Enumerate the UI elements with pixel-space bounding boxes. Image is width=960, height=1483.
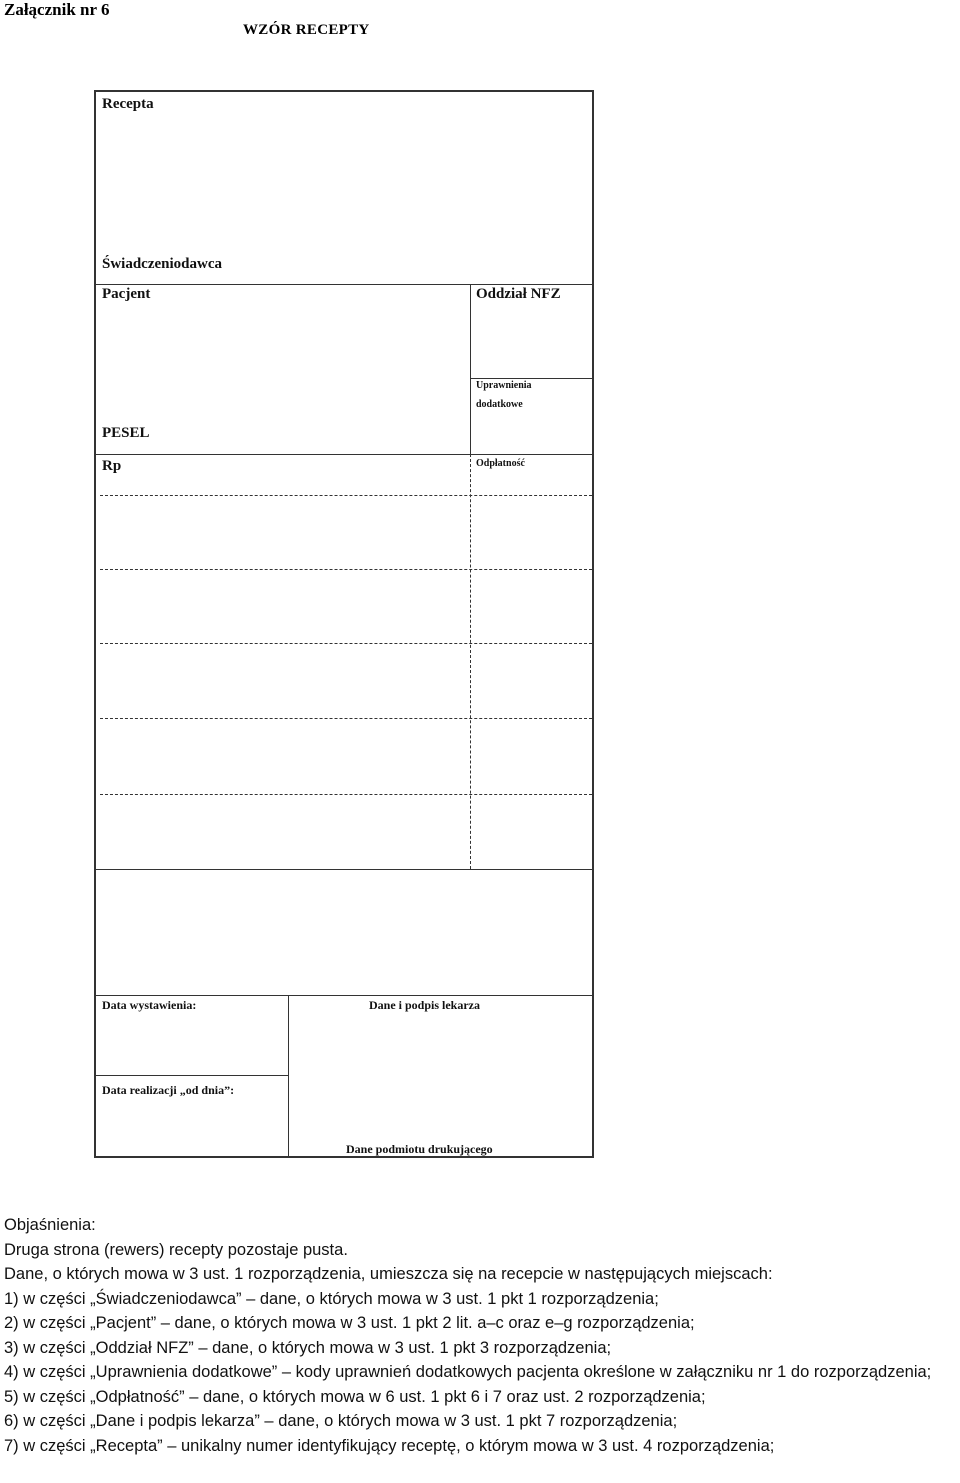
- label-dane-podmiotu: Dane podmiotu drukującego: [346, 1142, 493, 1156]
- separator-patient-nfz: [470, 284, 471, 454]
- separator-provider-patient: [96, 284, 592, 285]
- explanation-line: Dane, o których mowa w 3 ust. 1 rozporządzenia, umieszcza się na recepcie w następujących miejscach:: [4, 1265, 773, 1283]
- rp-dashed-line: [100, 794, 592, 795]
- label-data-realizacji: Data realizacji „od dnia”:: [102, 1083, 235, 1097]
- separator-right-column-bottom: [470, 869, 592, 870]
- explanations-title: Objaśnienia:: [4, 1216, 96, 1234]
- rp-dashed-line: [100, 495, 592, 496]
- form-title: WZÓR RECEPTY: [243, 22, 370, 38]
- label-uprawnienia-1: Uprawnienia: [476, 380, 532, 391]
- explanation-line: 5) w części „Odpłatność” – dane, o których mowa w 6 ust. 1 pkt 6 i 7 oraz ust. 2 rozporządzenia;: [4, 1387, 706, 1406]
- dashed-separator-rp-column: [470, 454, 471, 869]
- prescription-form: [94, 90, 594, 1158]
- rp-dashed-line: [100, 569, 592, 570]
- label-pacjent: Pacjent: [102, 286, 151, 302]
- label-dane-podpis-lekarza: Dane i podpis lekarza: [369, 998, 481, 1012]
- rp-dashed-line: [100, 718, 592, 719]
- explanation-line: 2) w części „Pacjent” – dane, o których mowa w 3 ust. 1 pkt 2 lit. a–c oraz e–g rozporządzenia;: [4, 1314, 695, 1332]
- rp-dashed-line: [100, 643, 592, 644]
- label-recepta: Recepta: [102, 96, 154, 112]
- separator-footer-top: [96, 995, 592, 996]
- explanation-line: 7) w części „Recepta” – unikalny numer identyfikujący receptę, o którym mowa w 3 ust. 4 rozporządzenia;: [4, 1436, 775, 1455]
- label-oddzial-nfz: Oddział NFZ: [476, 286, 561, 302]
- separator-date-signature: [288, 995, 289, 1158]
- explanation-line: 3) w części „Oddział NFZ” – dane, o których mowa w 3 ust. 1 pkt 3 rozporządzenia;: [4, 1338, 612, 1357]
- label-odplatnosc: Odpłatność: [476, 458, 525, 469]
- label-swiadczeniodawca: Świadczeniodawca: [102, 256, 222, 272]
- label-uprawnienia-2: dodatkowe: [476, 399, 523, 410]
- explanation-line: 6) w części „Dane i podpis lekarza” – dane, o których mowa w 3 ust. 1 pkt 7 rozporządzenia;: [4, 1412, 678, 1430]
- explanation-line: 4) w części „Uprawnienia dodatkowe” – kody uprawnień dodatkowych pacjenta określone w załączniku nr 1 do rozporządzenia;: [4, 1363, 932, 1381]
- explanations: [4, 1213, 959, 1458]
- label-data-wystawienia: Data wystawienia:: [102, 998, 197, 1012]
- explanation-line: 1) w części „Świadczeniodawca” – dane, o których mowa w 3 ust. 1 pkt 1 rozporządzenia;: [4, 1289, 659, 1308]
- explanation-line: Druga strona (rewers) recepty pozostaje pusta.: [4, 1240, 348, 1259]
- separator-patient-rp: [96, 454, 592, 455]
- label-pesel: PESEL: [102, 425, 150, 441]
- annex-heading: Załącznik nr 6: [4, 0, 110, 19]
- separator-nfz-entitlements: [470, 378, 592, 379]
- label-rp: Rp: [102, 458, 122, 474]
- separator-dates: [96, 1075, 288, 1076]
